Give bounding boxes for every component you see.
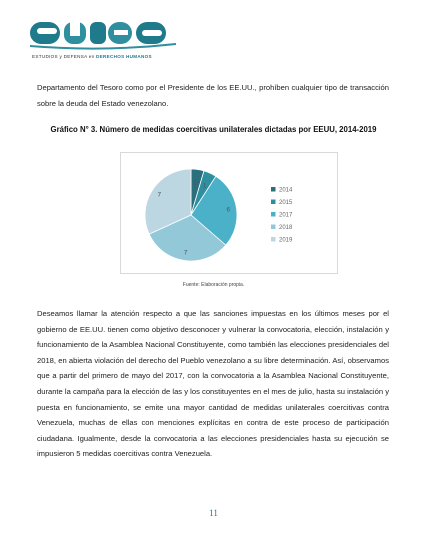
legend-label-2019: 2019 [279, 237, 293, 244]
pie-slice-label-2017: 6 [226, 206, 231, 214]
chart-source: Fuente: Elaboración propia. [182, 282, 245, 288]
page-number: 11 [209, 508, 218, 518]
pie-slice-label-2015: 1 [202, 182, 207, 190]
legend-label-2015: 2015 [279, 200, 293, 206]
pie-chart [121, 153, 337, 273]
legend-swatch-2019 [271, 237, 276, 242]
logo-tagline [32, 54, 152, 59]
legend-label-2018: 2018 [279, 225, 293, 231]
legend-swatch-2014 [271, 187, 276, 192]
logo-tagline-prefix: ESTUDIOS y DEFENSA en [32, 54, 95, 59]
pie-slice-label-2014: 1 [193, 180, 198, 188]
legend-swatch-2018 [271, 225, 276, 230]
pie-slice-label-2018: 7 [183, 249, 188, 257]
sures-logo [28, 16, 178, 64]
chart-title: Gráfico N° 3. Número de medidas coercitivas unilaterales dictadas por EEUU, 2014-2019 [50, 125, 377, 134]
legend-label-2017: 2017 [279, 212, 293, 219]
legend-swatch-2017 [271, 212, 276, 217]
pie-slice-label-2019: 7 [157, 191, 162, 199]
legend-label-2014: 2014 [279, 187, 293, 194]
pie-chart-container [120, 152, 338, 274]
logo-tagline-highlight: DERECHOS HUMANOS [96, 54, 152, 59]
sures-logo-mark [28, 16, 178, 52]
paragraph-1: Departamento del Tesoro como por el Presidente de los EE.UU., prohíben cualquier tipo de transacción sobre la deuda del Estado venezolano. [37, 83, 389, 108]
legend-swatch-2015 [271, 200, 276, 205]
paragraph-2: Deseamos llamar la atención respecto a que las sanciones impuestas en los últimos meses por el gobierno de EE.UU. tienen como objetivo desconocer y vulnerar la convocatoria, elección, instalación y funcionamiento de la Asamblea Nacional Constituyente, como también las elecciones presidenciales del 2018, en abierta violación del derecho del Pueblo venezolano a su libre determinación. Así, observamos que a partir del primero de mayo del 2017, con la convocatoria a la Asamblea Nacional Constituyente, durante la campaña para la elección de las y los constituyentes en el mes de julio, hasta su instalación y puesta en funcionamiento, se emite una mayor cantidad de medidas unilaterales coercitivas contra Venezuela, muchas de ellas con menciones explícitas en contra de este proceso de participación ciudadana. Igualmente, desde la convocatoria a las elecciones presidenciales hasta su ejecución se impusieron 5 medidas coercitivas contra Venezuela. [37, 309, 389, 459]
